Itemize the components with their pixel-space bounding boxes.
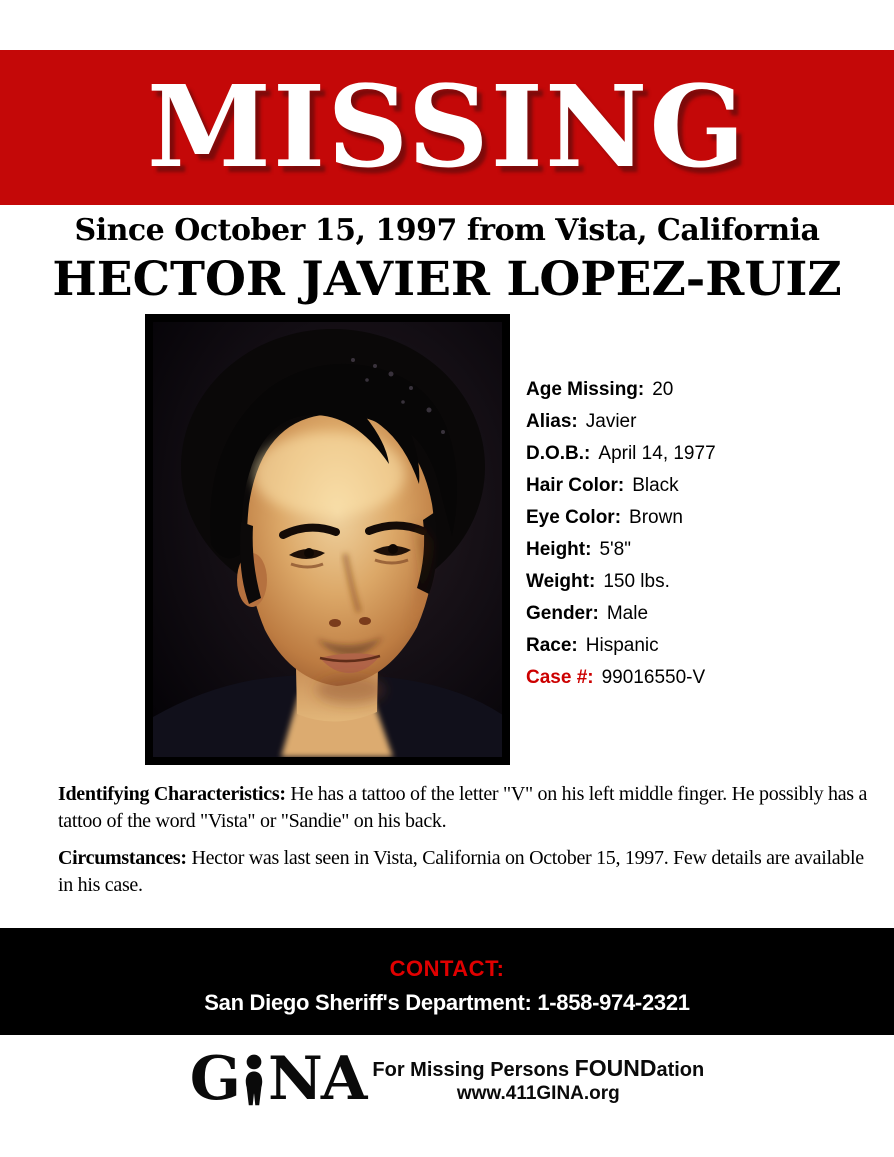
detail-value: 20 — [652, 379, 674, 400]
person-name: HECTOR JAVIER LOPEZ-RUIZ — [52, 252, 842, 307]
detail-row-hair-color — [526, 474, 716, 506]
detail-value: April 14, 1977 — [598, 443, 716, 464]
detail-value: 150 lbs. — [603, 571, 670, 592]
detail-value: 99016550-V — [601, 667, 706, 688]
detail-label: Hair Color: — [526, 475, 625, 496]
detail-label: D.O.B.: — [526, 443, 591, 464]
detail-label: Height: — [526, 539, 592, 560]
case-description — [58, 781, 870, 899]
identifying-characteristics-paragraph — [58, 781, 870, 835]
detail-row-race — [526, 634, 716, 666]
detail-value: Javier — [585, 411, 637, 432]
missing-banner — [0, 50, 894, 205]
gina-tagline — [372, 1056, 704, 1082]
tagline-prefix: For Missing Persons — [372, 1059, 575, 1081]
circumstances-label: Circumstances: — [58, 847, 187, 869]
person-icon — [241, 1053, 267, 1109]
wordmark-letter-g: G — [189, 1044, 239, 1114]
detail-label: Age Missing: — [526, 379, 645, 400]
portrait-illustration — [153, 322, 502, 757]
detail-row-dob — [526, 442, 716, 474]
contact-phone-line: San Diego Sheriff's Department: 1-858-974-2321 — [204, 990, 690, 1015]
detail-label: Race: — [526, 635, 578, 656]
gina-wordmark — [189, 1044, 366, 1114]
gina-url: www.411GINA.org — [456, 1083, 620, 1104]
circumstances-text: Hector was last seen in Vista, California on October 15, 1997. Few details are available in his case. — [58, 847, 864, 896]
detail-value: Brown — [629, 507, 683, 528]
detail-label: Case #: — [526, 667, 594, 688]
contact-bar — [0, 928, 894, 1035]
detail-value: 5'8" — [599, 539, 631, 560]
details-list — [526, 314, 716, 765]
detail-label: Weight: — [526, 571, 596, 592]
detail-row-height — [526, 538, 716, 570]
detail-row-case-number — [526, 666, 716, 698]
tagline-suffix: ation — [656, 1059, 705, 1081]
detail-row-weight — [526, 570, 716, 602]
detail-label: Alias: — [526, 411, 578, 432]
detail-value: Male — [606, 603, 649, 624]
identifying-characteristics-text: He has a tattoo of the letter "V" on his left middle finger. He possibly has a tattoo of the word "Vista" or "Sandie" on his back. — [58, 783, 868, 832]
gina-logo — [0, 1044, 894, 1114]
gina-logo-text — [372, 1049, 704, 1106]
detail-value: Black — [632, 475, 679, 496]
detail-row-gender — [526, 602, 716, 634]
wordmark-letters-na: NA — [268, 1044, 366, 1114]
detail-label: Eye Color: — [526, 507, 622, 528]
missing-since-subtitle: Since October 15, 1997 from Vista, California — [74, 213, 820, 248]
missing-title: MISSING — [146, 61, 748, 193]
missing-person-photo — [145, 314, 510, 765]
detail-row-eye-color — [526, 506, 716, 538]
tagline-found: FOUND — [574, 1055, 657, 1081]
circumstances-paragraph — [58, 845, 870, 899]
photo-and-details — [0, 314, 894, 765]
identifying-characteristics-label: Identifying Characteristics: — [58, 783, 286, 805]
detail-row-alias — [526, 410, 716, 442]
detail-label: Gender: — [526, 603, 599, 624]
detail-row-age-missing — [526, 378, 716, 410]
detail-value: Hispanic — [585, 635, 659, 656]
contact-heading: CONTACT: — [389, 956, 505, 981]
